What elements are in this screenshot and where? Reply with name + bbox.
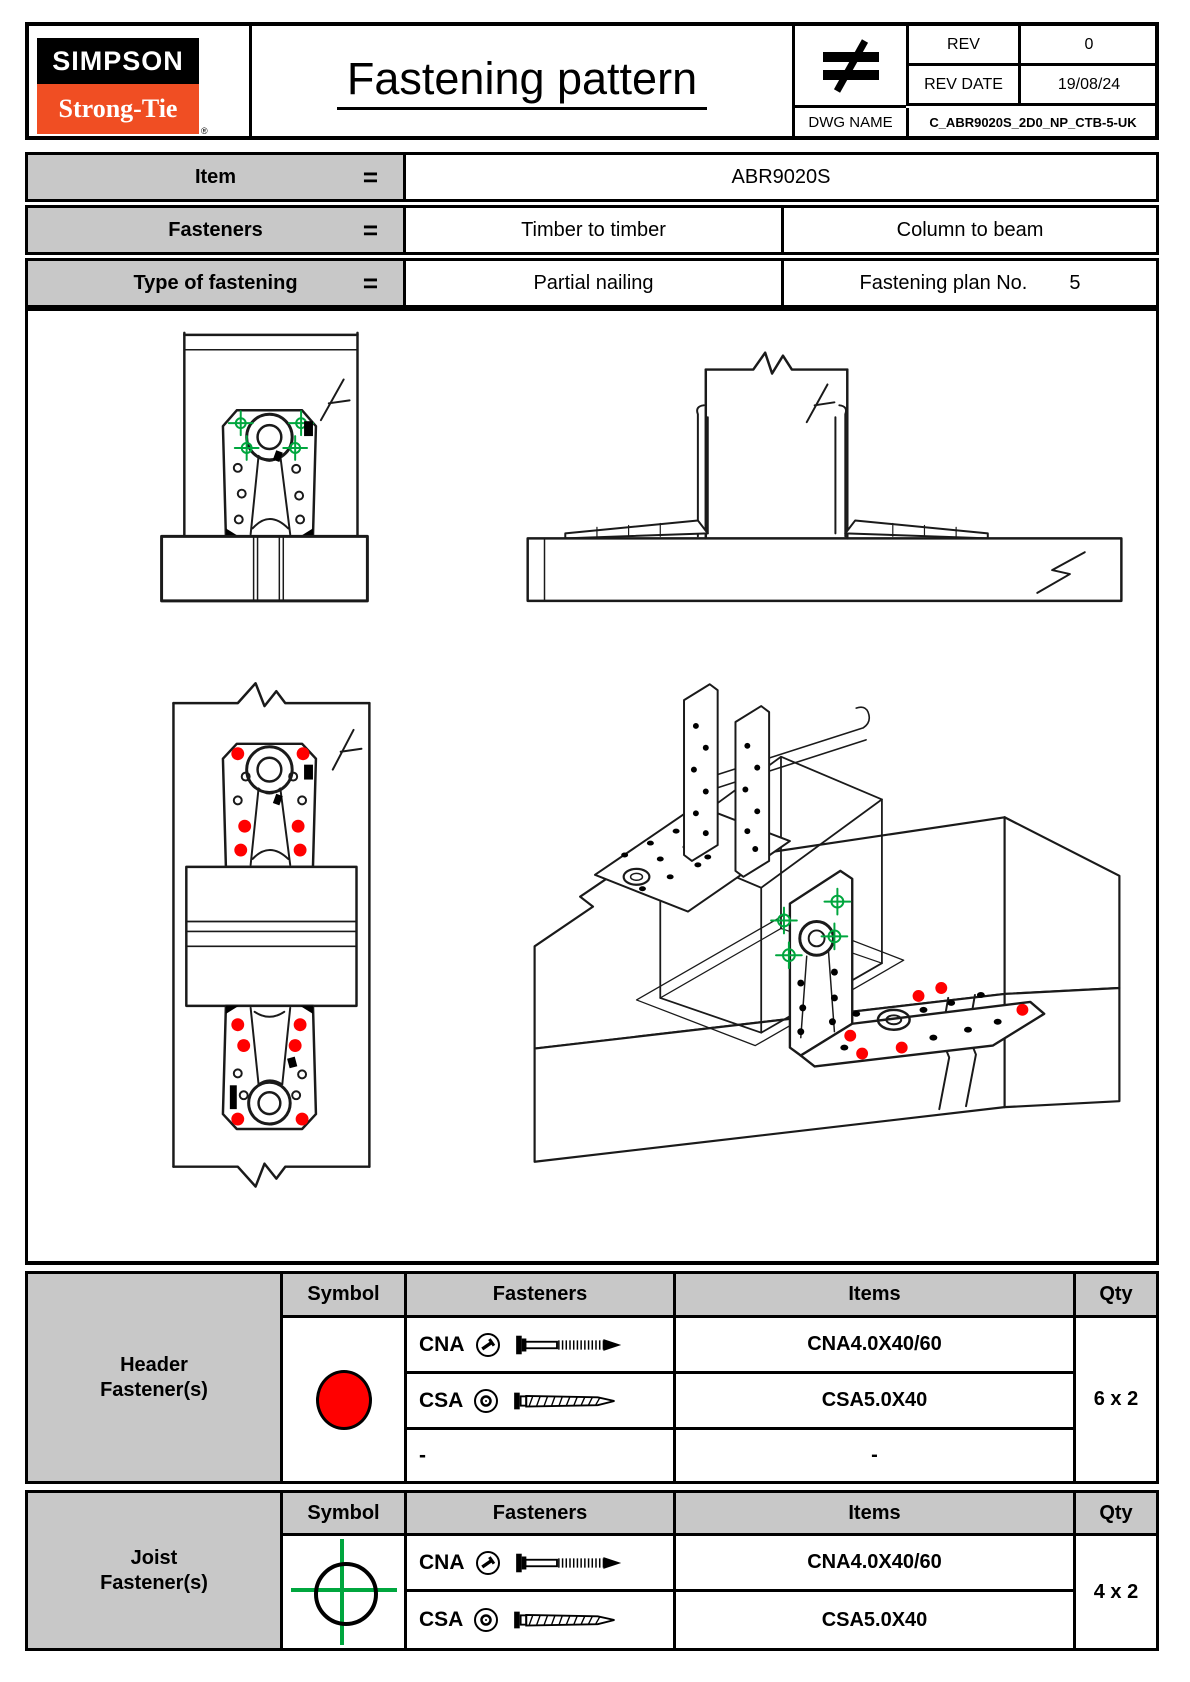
cna-nail-icon <box>511 1332 629 1358</box>
fastening-plan-cell <box>784 261 1156 305</box>
joist-symbol-cell <box>283 1536 407 1648</box>
break-symbol <box>807 384 835 422</box>
csa-badge-icon <box>473 1388 499 1414</box>
item-cell: CSA5.0X40 <box>676 1374 1076 1430</box>
break-symbol <box>321 379 350 420</box>
column-header-qty: Qty <box>1076 1274 1156 1318</box>
equals-sign: = <box>362 214 378 245</box>
break-symbol <box>173 683 369 706</box>
front-view-middle <box>173 683 369 1186</box>
break-symbol <box>333 730 362 770</box>
column-header-symbol: Symbol <box>283 1493 407 1536</box>
qty-cell: 6 x 2 <box>1093 1388 1139 1410</box>
fasteners-label-cell <box>28 208 406 252</box>
page-title: Fastening pattern <box>337 53 707 110</box>
column-header-items: Items <box>676 1493 1076 1536</box>
front-view-top <box>162 333 368 601</box>
item-cell: CNA4.0X40/60 <box>676 1318 1076 1374</box>
column-header-fasteners: Fasteners <box>407 1493 676 1536</box>
fasteners-label: Fasteners <box>168 218 263 241</box>
column-header-fasteners: Fasteners <box>407 1274 676 1318</box>
logo-line2: Strong-Tie <box>58 94 178 123</box>
cna-badge-icon <box>475 1332 501 1358</box>
joist-fastener-group-label: Joist Fastener(s) <box>28 1493 283 1648</box>
header-symbol-cell <box>283 1318 407 1481</box>
column-header-qty: Qty <box>1076 1493 1156 1536</box>
fasteners-value-1: Timber to timber <box>406 208 784 252</box>
item-value: ABR9020S <box>731 165 831 188</box>
logo-line1: SIMPSON <box>52 45 184 76</box>
projection-symbol-cell <box>792 26 906 108</box>
info-row-fasteners <box>25 205 1159 255</box>
qty-cell: 4 x 2 <box>1093 1580 1139 1603</box>
csa-badge-icon <box>473 1607 499 1633</box>
logo <box>29 26 252 136</box>
joist-fastener-table <box>25 1490 1159 1651</box>
header-fastener-group-label: Header Fastener(s) <box>28 1274 283 1481</box>
rev-date-label: REV DATE <box>906 66 1018 106</box>
csa-screw-icon <box>509 1388 627 1414</box>
side-view-top <box>528 353 1122 601</box>
item-label: Item <box>194 165 237 188</box>
projection-symbol-icon <box>815 37 887 95</box>
logo-simpson <box>37 38 199 84</box>
csa-screw-icon <box>509 1607 627 1633</box>
fastener-row: CNA <box>407 1536 676 1592</box>
column-header-symbol: Symbol <box>283 1274 407 1318</box>
logo-strongtie <box>37 84 199 134</box>
fasteners-value-2: Column to beam <box>896 218 1044 241</box>
cna-badge-icon <box>475 1550 501 1576</box>
item-cell: - <box>676 1430 1076 1481</box>
fastener-row: CSA <box>407 1374 676 1430</box>
title-cell <box>252 26 792 136</box>
break-symbol <box>1037 552 1084 593</box>
dwg-name-label: DWG NAME <box>792 108 906 136</box>
joist-fastener-symbol <box>289 1537 399 1647</box>
fastening-plan-number: 5 <box>1069 271 1081 294</box>
drawing-area <box>25 308 1159 1265</box>
equals-sign: = <box>362 267 378 298</box>
fastener-row: CNA <box>407 1318 676 1374</box>
rev-label: REV <box>906 26 1018 66</box>
item-cell: CNA4.0X40/60 <box>676 1536 1076 1592</box>
break-symbol <box>706 353 847 374</box>
fastener-row: CSA <box>407 1592 676 1648</box>
type-label: Type of fastening <box>133 271 298 294</box>
type-label-cell <box>28 261 406 305</box>
dwg-name-value: C_ABR9020S_2D0_NP_CTB-5-UK <box>906 108 1157 136</box>
item-label-cell <box>28 155 406 199</box>
isometric-view <box>535 684 1120 1161</box>
break-symbol <box>173 1164 369 1187</box>
info-row-item <box>25 152 1159 202</box>
fastener-row: - <box>407 1430 676 1481</box>
header-fastener-table <box>25 1271 1159 1484</box>
technical-drawing <box>28 311 1156 1261</box>
type-value: Partial nailing <box>406 261 784 305</box>
rev-value: 0 <box>1018 26 1157 66</box>
item-cell: CSA5.0X40 <box>676 1592 1076 1648</box>
column-header-items: Items <box>676 1274 1076 1318</box>
cna-nail-icon <box>511 1550 629 1576</box>
title-block <box>25 22 1159 140</box>
info-row-type <box>25 258 1159 308</box>
fastening-plan-label: Fastening plan No. <box>859 271 1028 294</box>
registered-mark: ® <box>201 126 208 136</box>
header-fastener-symbol <box>316 1370 372 1430</box>
equals-sign: = <box>362 161 378 192</box>
rev-date-value: 19/08/24 <box>1018 66 1157 106</box>
